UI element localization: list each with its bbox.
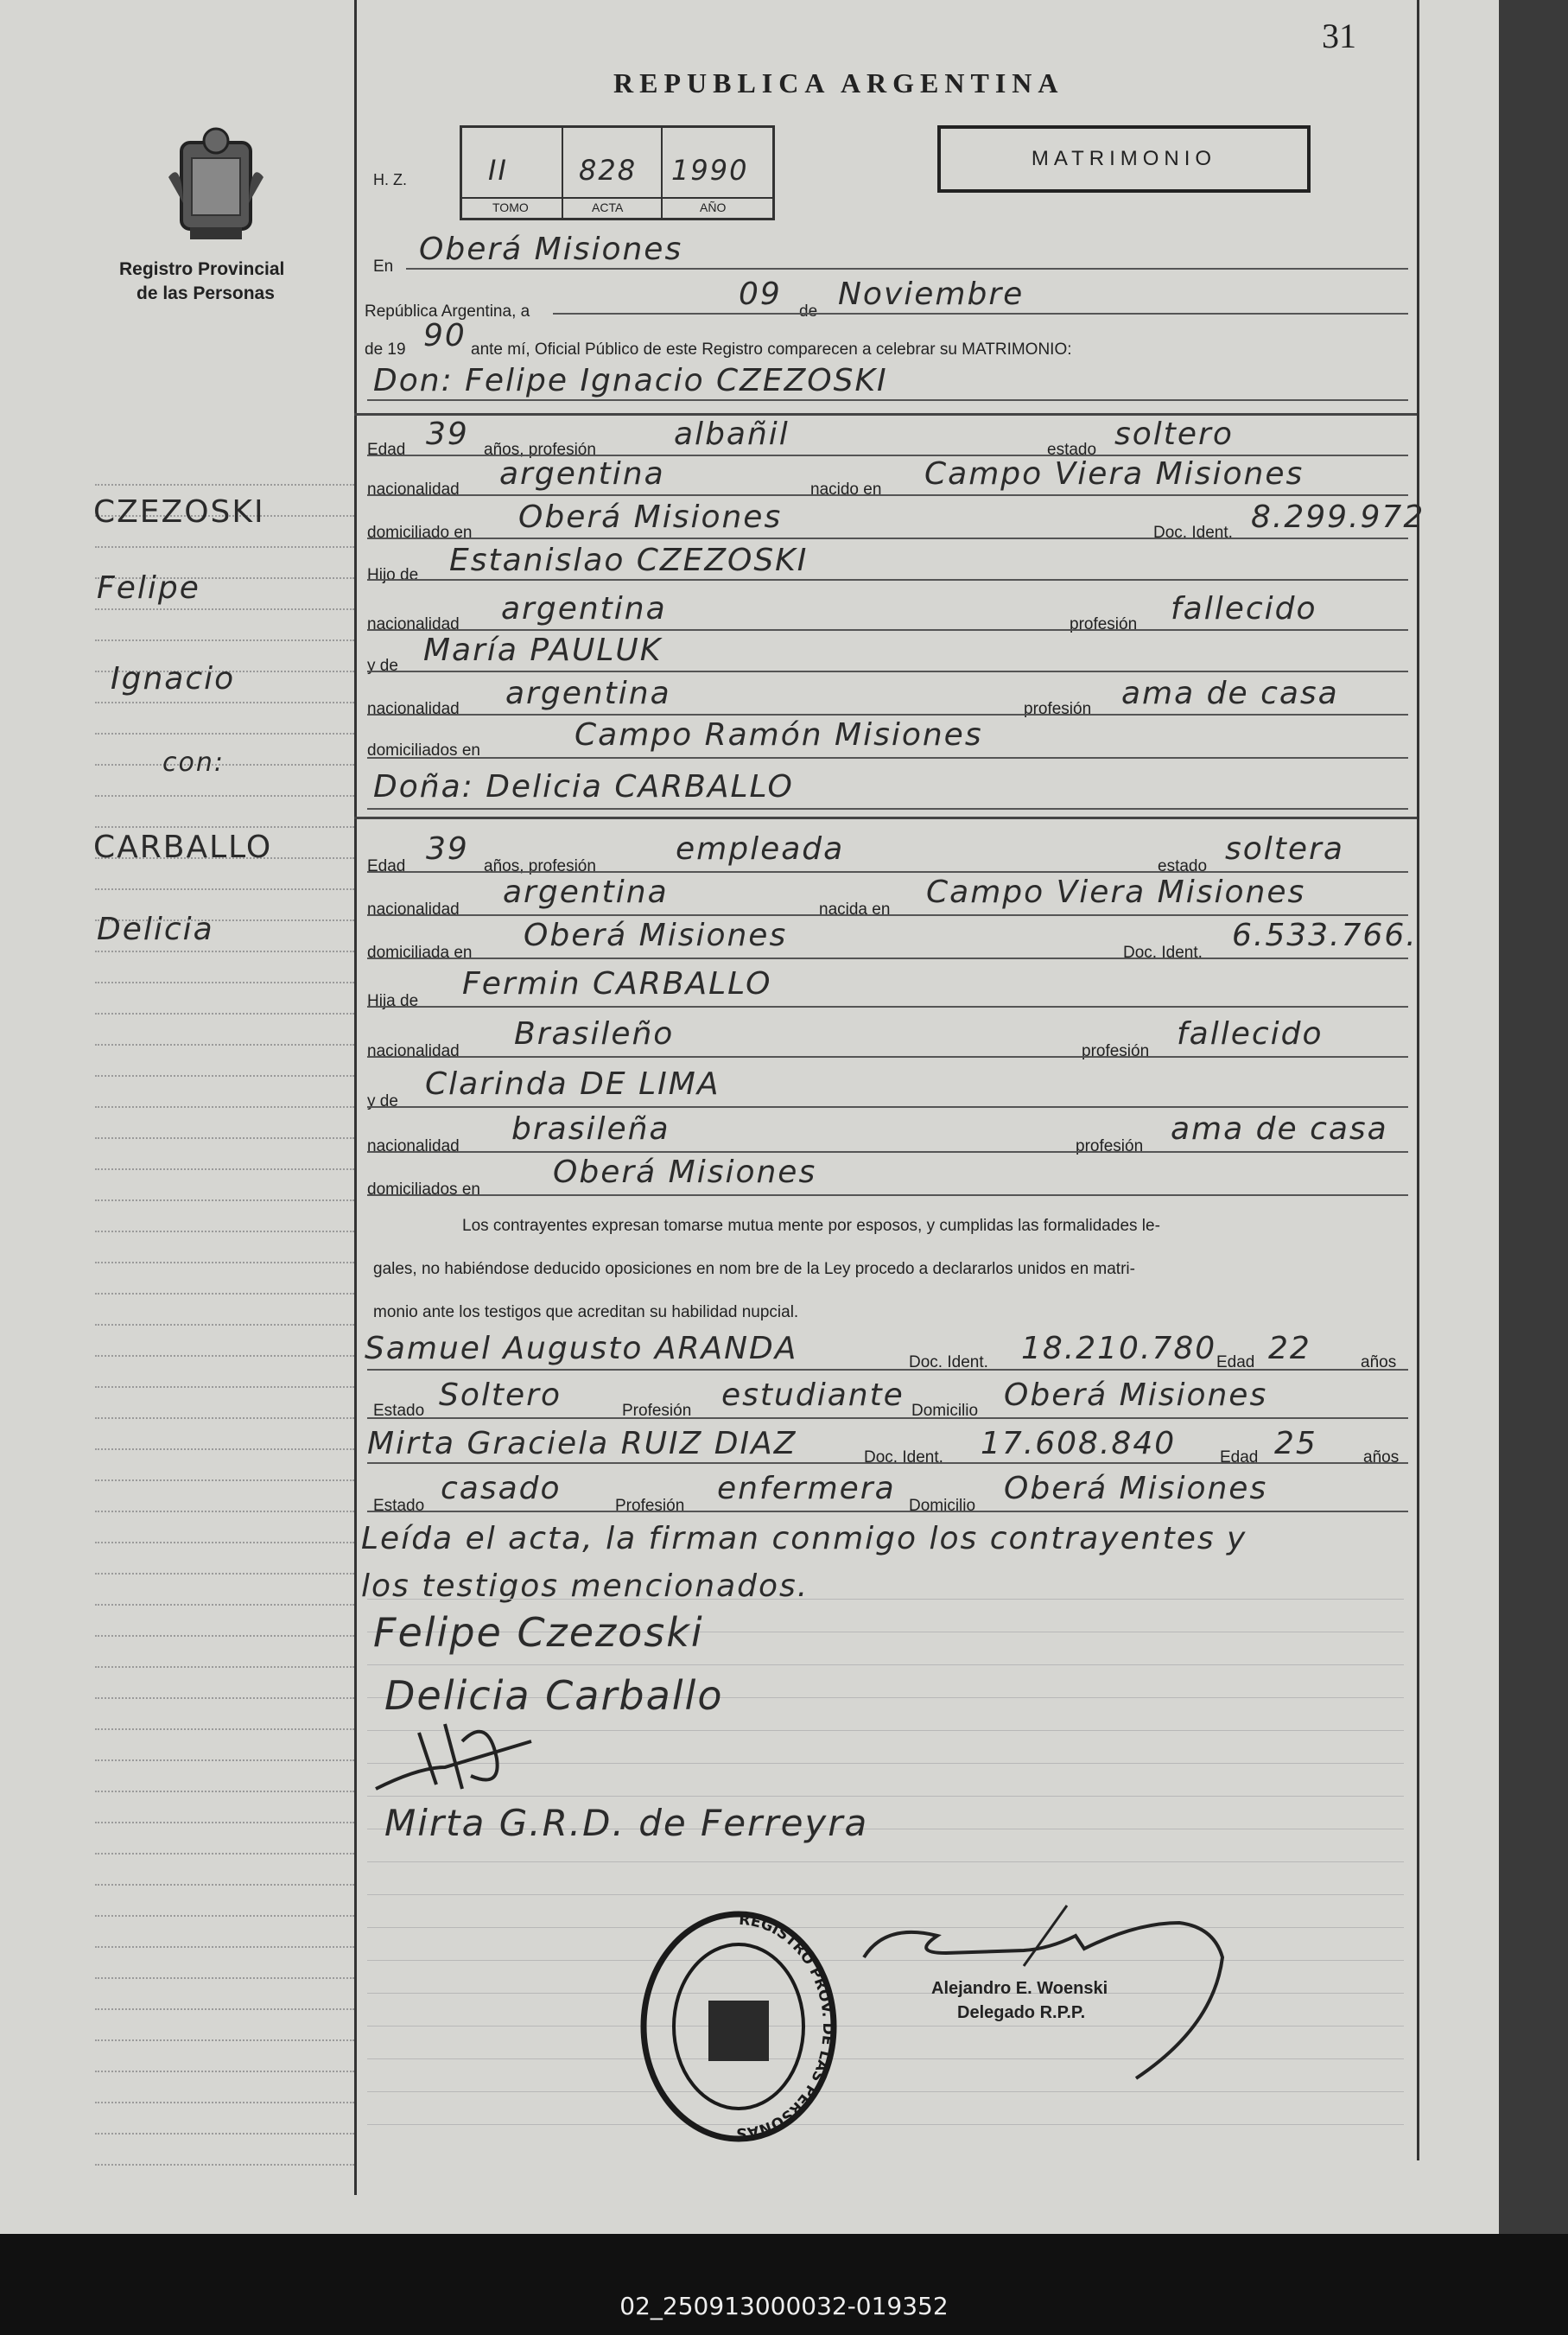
margin-rule [95,546,354,548]
bride-nationality: argentina [503,875,669,910]
margin-rule [95,702,354,703]
place-value: Oberá Misiones [419,232,683,267]
witness1-domicile: Oberá Misiones [1004,1377,1268,1413]
label-bride-nac: nacionalidad [367,900,460,919]
witness2-name: Mirta Graciela RUIZ DIAZ [367,1426,797,1461]
bride-birthplace: Campo Viera Misiones [926,875,1306,910]
margin-divider [354,0,357,2195]
act-prefix: H. Z. [373,171,407,188]
closing-note-2: los testigos mencionados. [361,1568,809,1604]
margin-rule [95,1915,354,1917]
margin-rule [95,484,354,486]
margin-rule [95,826,354,828]
margin-surname-groom: CZEZOSKI [93,494,265,530]
margin-rule [95,1697,354,1699]
signature-bride: Delicia Carballo [384,1672,724,1719]
label-w1-anos: años [1361,1353,1397,1371]
label-bride-hija: Hija de [367,992,419,1010]
ruled-line [367,2091,1404,2092]
groom-section-top [354,413,1417,416]
witness2-status: casado [441,1471,562,1506]
margin-rule [95,1106,354,1108]
year-value: 90 [423,318,467,353]
label-groom-dom: domiciliado en [367,524,473,542]
bride-father: Fermin CARBALLO [462,966,772,1002]
label-republica: República Argentina, a [365,302,530,321]
fill-bride-line7 [367,1151,1408,1153]
label-groom-doc: Doc. Ident. [1153,524,1233,542]
label-w2-dom: Domicilio [909,1497,976,1515]
margin-rule [95,1853,354,1855]
book-edge [1499,0,1568,2234]
witness1-doc: 18.210.780 [1021,1331,1217,1366]
bride-mother-profession: ama de casa [1171,1111,1388,1147]
label-bfather-nac: nacionalidad [367,1042,460,1060]
margin-rule [95,1417,354,1419]
country-title: REPUBLICA ARGENTINA [613,67,1064,99]
margin-rule [95,1728,354,1730]
margin-name-groom-1: Felipe [97,570,200,606]
fill-place [406,268,1408,270]
label-w2-estado: Estado [373,1497,425,1515]
witness1-profession: estudiante [721,1377,905,1413]
fill-groom-line2 [367,494,1408,496]
statement-line-3: monio ante los testigos que acreditan su habilidad nupcial. [373,1303,799,1321]
bride-mother-nationality: brasileña [511,1111,670,1147]
groom-full-name: Don: Felipe Ignacio CZEZOSKI [373,363,888,398]
fill-bride-line6 [367,1106,1408,1108]
act-box [460,125,775,220]
fill-w1-line2 [367,1417,1408,1419]
fill-bride-line5 [367,1056,1408,1058]
margin-rule [95,1542,354,1543]
margin-name-groom-2: Ignacio [111,661,236,697]
label-bride-edad: Edad [367,857,406,875]
ano-value: 1990 [671,154,749,187]
label-bride-dom: domiciliada en [367,944,473,962]
ano-label: AÑO [700,200,727,214]
margin-rule [95,1075,354,1077]
margin-rule [95,608,354,610]
margin-rule [95,1293,354,1295]
label-bride-y-de: y de [367,1092,398,1110]
label-gmother-prof: profesión [1024,700,1092,718]
groom-status: soltero [1114,417,1234,452]
acta-value: 828 [579,154,638,187]
margin-rule [95,2133,354,2135]
margin-rule [95,764,354,766]
groom-domicile: Oberá Misiones [518,499,783,535]
bride-status: soltera [1225,831,1344,867]
fill-w1-line1 [367,1369,1408,1371]
margin-rule [95,1013,354,1015]
month-value: Noviembre [838,277,1025,312]
ruled-line [367,1599,1404,1600]
label-en: En [373,258,394,276]
fill-groom-line5 [367,629,1408,631]
label-groom-anos-prof: años, profesión [484,441,596,459]
label-groom-estado: estado [1047,441,1097,459]
label-w2-prof: Profesión [615,1497,685,1515]
statement-line-2: gales, no habiéndose deducido oposiciones en nom bre de la Ley procedo a declararlos unidos en matri- [373,1260,1135,1278]
margin-rule [95,951,354,952]
fill-groom-line8 [367,757,1408,759]
margin-rule [95,1822,354,1823]
groom-birthplace: Campo Viera Misiones [924,456,1305,492]
label-de-mes: de [799,302,818,321]
margin-rule [95,2071,354,2072]
label-w1-prof: Profesión [622,1402,692,1420]
label-bparents-dom: domiciliados en [367,1180,480,1199]
fill-bride-line2 [367,914,1408,916]
margin-rule [95,1635,354,1637]
witness2-age: 25 [1274,1426,1317,1461]
margin-rule [95,1511,354,1512]
fill-groom-line3 [367,538,1408,539]
label-gmother-nac: nacionalidad [367,700,460,718]
registry-stamp [635,1906,842,2152]
tomo-label: TOMO [492,200,529,214]
margin-rule [95,1977,354,1979]
margin-rule [95,1137,354,1139]
groom-father-profession: fallecido [1171,591,1317,627]
groom-age: 39 [426,417,469,452]
bride-domicile: Oberá Misiones [524,918,788,953]
label-de-anio: de 19 [365,340,406,359]
registry-name-1: Registro Provincial [119,259,285,279]
margin-rule [95,1199,354,1201]
margin-rule [95,982,354,983]
margin-rule [95,2039,354,2041]
margin-rule [95,1386,354,1388]
margin-name-bride: Delicia [97,912,214,947]
bride-full-name: Doña: Delicia CARBALLO [373,769,794,805]
label-bride-nacida: nacida en [819,900,891,919]
margin-rule [95,1946,354,1948]
label-w2-anos: años [1363,1448,1400,1467]
fill-bride-line3 [367,958,1408,959]
matrimonio-box: MATRIMONIO [937,125,1311,193]
groom-profession: albañil [674,417,790,452]
margin-rule [95,1168,354,1170]
signature-groom: Felipe Czezoski [373,1609,704,1656]
witness2-profession: enfermera [717,1471,896,1506]
label-w2-edad: Edad [1220,1448,1259,1467]
day-value: 09 [739,277,782,312]
label-bfather-prof: profesión [1082,1042,1150,1060]
label-groom-edad: Edad [367,441,406,459]
signature-witness-2: Mirta G.R.D. de Ferreyra [384,1802,869,1844]
bride-father-nationality: Brasileño [514,1016,675,1052]
margin-rule [95,1759,354,1761]
bride-father-profession: fallecido [1177,1016,1324,1052]
fill-w2-line1 [367,1462,1408,1464]
groom-mother: María PAULUK [423,633,663,668]
margin-rule [95,2164,354,2166]
witness1-age: 22 [1268,1331,1311,1366]
margin-rule [95,1666,354,1668]
official-role: Delegado R.P.P. [957,2003,1086,2022]
bride-section-top [354,817,1417,819]
groom-nationality: argentina [499,456,665,492]
registry-emblem [164,125,268,245]
bride-profession: empleada [676,831,845,867]
margin-rule [95,1791,354,1792]
fill-groom [367,399,1408,401]
margin-rule [95,1355,354,1357]
groom-father-nationality: argentina [501,591,667,627]
bride-age: 39 [426,831,469,867]
bride-mother: Clarinda DE LIMA [425,1066,721,1102]
margin-rule [95,639,354,641]
groom-doc-number: 8.299.972 [1251,499,1425,535]
margin-rule [95,888,354,890]
label-groom-y-de: y de [367,657,398,675]
fill-date [553,313,1408,315]
margin-rule [95,1044,354,1046]
margin-rule [95,1231,354,1232]
stamp-text: REGISTRO PROV. DE LAS PERSONAS [735,1911,837,2142]
margin-rule [95,733,354,735]
margin-rule [95,1573,354,1575]
image-caption: 02_250913000032-019352 [619,2292,949,2320]
fill-groom-line7 [367,714,1408,716]
page-number: 31 [1322,16,1356,55]
label-groom-nacido: nacido en [810,480,882,499]
margin-rule [95,1262,354,1263]
closing-note-1: Leída el acta, la firman conmigo los contrayentes y [361,1521,1247,1556]
label-bride-doc: Doc. Ident. [1123,944,1203,962]
label-groom-hijo: Hijo de [367,566,419,584]
label-bmother-nac: nacionalidad [367,1137,460,1155]
margin-rule [95,2008,354,2010]
label-w1-dom: Domicilio [911,1402,979,1420]
label-w2-doc: Doc. Ident. [864,1448,943,1467]
fill-bride [367,808,1408,810]
margin-rule [95,1448,354,1450]
statement-line-1: Los contrayentes expresan tomarse mutua mente por esposos, y cumplidas las formalidades le- [462,1217,1160,1235]
label-gfather-prof: profesión [1070,615,1138,633]
acta-label: ACTA [592,200,624,214]
groom-mother-profession: ama de casa [1121,676,1339,711]
groom-parents-domicile: Campo Ramón Misiones [575,717,983,753]
margin-surname-bride: CARBALLO [93,830,273,865]
right-border [1417,0,1419,2160]
witness2-doc: 17.608.840 [981,1426,1177,1461]
registry-name-2: de las Personas [136,283,275,303]
fill-bride-line1 [367,871,1408,873]
label-ante-mi: ante mí, Oficial Público de este Registro comparecen a celebrar su MATRIMONIO: [471,340,1072,359]
label-w1-edad: Edad [1216,1353,1255,1371]
ruled-line [367,1861,1404,1862]
label-bmother-prof: profesión [1076,1137,1144,1155]
ruled-line [367,2124,1404,2125]
label-gfather-nac: nacionalidad [367,615,460,633]
fill-bride-line8 [367,1194,1408,1196]
label-gparents-dom: domiciliados en [367,741,480,760]
label-groom-nac: nacionalidad [367,480,460,499]
official-name: Alejandro E. Woenski [931,1979,1108,1998]
tomo-value: II [488,154,508,187]
label-w1-estado: Estado [373,1402,425,1420]
bride-doc-number: 6.533.766. [1232,918,1418,953]
margin-con: con: [162,748,225,778]
fill-bride-line4 [367,1006,1408,1008]
margin-rule [95,1604,354,1606]
witness1-name: Samuel Augusto ARANDA [365,1331,798,1366]
witness1-status: Soltero [439,1377,562,1413]
label-w1-doc: Doc. Ident. [909,1353,988,1371]
fill-groom-line4 [367,579,1408,581]
fill-w2-line2 [367,1511,1408,1512]
margin-rule [95,795,354,797]
witness2-domicile: Oberá Misiones [1004,1471,1268,1506]
groom-mother-nationality: argentina [505,676,671,711]
margin-rule [95,1324,354,1326]
ruled-line [367,1664,1404,1665]
margin-rule [95,1884,354,1886]
signature-witness-1 [367,1707,575,1806]
fill-groom-line6 [367,671,1408,672]
margin-rule [95,1479,354,1481]
margin-rule [95,2102,354,2103]
label-bride-anos-prof: años, profesión [484,857,596,875]
groom-father: Estanislao CZEZOSKI [449,543,809,578]
bride-parents-domicile: Oberá Misiones [553,1155,817,1190]
label-bride-estado: estado [1158,857,1208,875]
